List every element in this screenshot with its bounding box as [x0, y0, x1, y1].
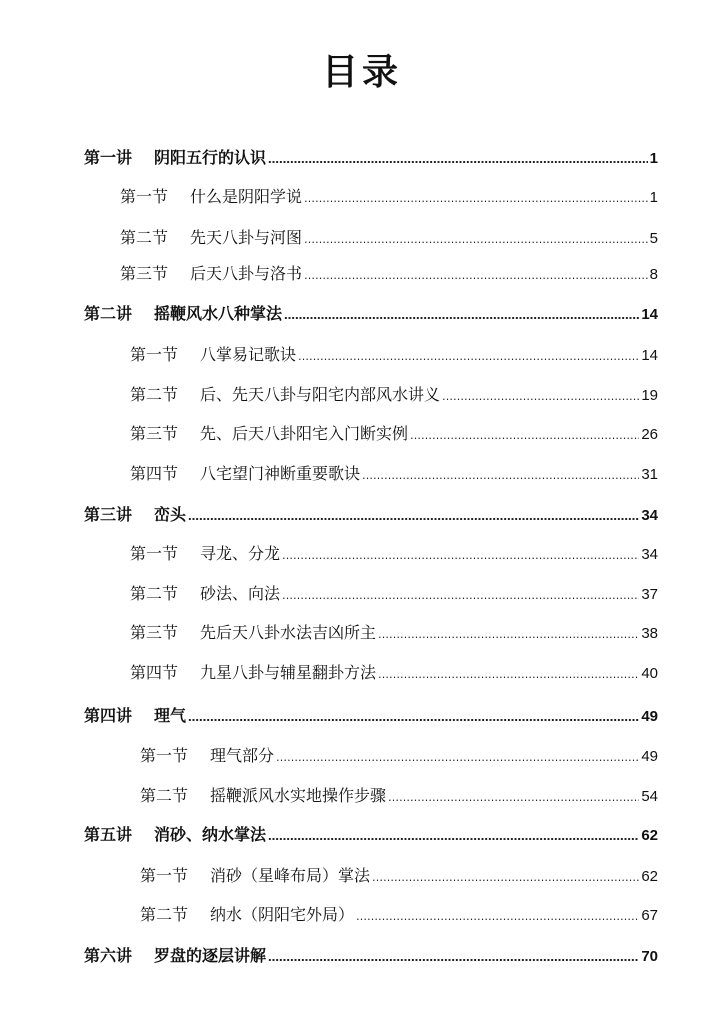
entry-page-number: 62 [641, 868, 658, 885]
entry-page-number: 49 [641, 708, 658, 725]
dot-leader [442, 385, 639, 409]
dot-leader [304, 187, 648, 211]
entry-page-number: 70 [641, 948, 658, 965]
entry-page-number: 31 [641, 466, 658, 483]
entry-label: 第一节 [130, 544, 179, 563]
dot-leader [276, 746, 639, 770]
toc-section-entry [130, 343, 658, 367]
entry-label: 第一节 [140, 746, 189, 765]
toc-lecture-entry [84, 146, 658, 170]
entry-label: 第三讲 [84, 505, 133, 524]
entry-page-number: 62 [641, 827, 658, 844]
entry-page-number: 54 [641, 788, 658, 805]
dot-leader [268, 148, 648, 172]
entry-title: 阴阳五行的认识 [154, 148, 267, 167]
entry-title: 八掌易记歌诀 [200, 345, 297, 364]
toc-lecture-entry [84, 823, 658, 847]
entry-title: 消砂（星峰布局）掌法 [210, 866, 371, 885]
entry-title: 后、先天八卦与阳宅内部风水讲义 [200, 385, 441, 404]
toc-lecture-entry [84, 302, 658, 326]
entry-page-number: 49 [641, 748, 658, 765]
toc-section-entry [140, 864, 658, 888]
entry-label: 第一节 [130, 345, 179, 364]
dot-leader [362, 464, 639, 488]
toc-lecture-entry [84, 704, 658, 728]
toc-section-entry [140, 744, 658, 768]
dot-leader [268, 946, 639, 970]
toc-section-entry [140, 784, 658, 808]
entry-label: 第六讲 [84, 946, 133, 965]
entry-page-number: 5 [649, 230, 658, 247]
entry-title: 寻龙、分龙 [200, 544, 281, 563]
entry-title: 后天八卦与洛书 [190, 264, 303, 283]
entry-label: 第四节 [130, 464, 179, 483]
entry-title: 先后天八卦水法吉凶所主 [200, 623, 377, 642]
entry-title: 理气部分 [210, 746, 275, 765]
entry-title: 八宅望门神断重要歌诀 [200, 464, 361, 483]
entry-page-number: 37 [641, 586, 658, 603]
toc-section-entry [130, 422, 658, 446]
entry-page-number: 34 [641, 507, 658, 524]
entry-page-number: 67 [641, 907, 658, 924]
toc-lecture-entry [84, 503, 658, 527]
toc-section-entry [130, 542, 658, 566]
entry-title: 九星八卦与辅星翻卦方法 [200, 663, 377, 682]
dot-leader [282, 584, 639, 608]
entry-title: 砂法、向法 [200, 584, 281, 603]
dot-leader [188, 706, 639, 730]
entry-label: 第一节 [120, 187, 169, 206]
entry-title: 消砂、纳水掌法 [154, 825, 267, 844]
entry-page-number: 40 [641, 665, 658, 682]
dot-leader [378, 623, 639, 647]
dot-leader [284, 304, 639, 328]
dot-leader [388, 786, 639, 810]
toc-section-entry [130, 661, 658, 685]
entry-label: 第三节 [130, 424, 179, 443]
toc-section-entry [120, 185, 658, 209]
entry-page-number: 14 [641, 347, 658, 364]
dot-leader [356, 905, 639, 929]
entry-title: 罗盘的逐层讲解 [154, 946, 267, 965]
entry-title: 摇鞭派风水实地操作步骤 [210, 786, 387, 805]
entry-label: 第二讲 [84, 304, 133, 323]
entry-label: 第一节 [140, 866, 189, 885]
dot-leader [372, 866, 639, 890]
entry-page-number: 14 [641, 306, 658, 323]
dot-leader [282, 544, 639, 568]
dot-leader [298, 345, 639, 369]
entry-page-number: 1 [649, 189, 658, 206]
entry-page-number: 38 [641, 625, 658, 642]
toc-section-entry [120, 262, 658, 286]
entry-label: 第三节 [120, 264, 169, 283]
entry-title: 先、后天八卦阳宅入门断实例 [200, 424, 409, 443]
dot-leader [304, 264, 648, 288]
dot-leader [268, 825, 639, 849]
entry-title: 峦头 [154, 505, 187, 524]
page-title: 目录 [321, 52, 402, 93]
toc-section-entry [120, 226, 658, 250]
entry-page-number: 19 [641, 387, 658, 404]
entry-title: 摇鞭风水八种掌法 [154, 304, 283, 323]
toc-lecture-entry [84, 944, 658, 968]
toc-section-entry [140, 903, 658, 927]
toc-section-entry [130, 621, 658, 645]
entry-label: 第四讲 [84, 706, 133, 725]
entry-label: 第四节 [130, 663, 179, 682]
entry-label: 第二节 [130, 584, 179, 603]
toc-section-entry [130, 582, 658, 606]
entry-page-number: 1 [649, 150, 658, 167]
entry-label: 第二节 [140, 905, 189, 924]
entry-label: 第一讲 [84, 148, 133, 167]
toc-section-entry [130, 462, 658, 486]
entry-label: 第二节 [140, 786, 189, 805]
entry-title: 纳水（阴阳宅外局） [210, 905, 355, 924]
entry-title: 先天八卦与河图 [190, 228, 303, 247]
dot-leader [378, 663, 639, 687]
entry-label: 第二节 [130, 385, 179, 404]
toc-section-entry [130, 383, 658, 407]
entry-label: 第二节 [120, 228, 169, 247]
entry-label: 第三节 [130, 623, 179, 642]
entry-page-number: 8 [649, 266, 658, 283]
entry-page-number: 34 [641, 546, 658, 563]
entry-title: 什么是阴阳学说 [190, 187, 303, 206]
entry-title: 理气 [154, 706, 187, 725]
dot-leader [410, 424, 639, 448]
dot-leader [188, 505, 639, 529]
entry-label: 第五讲 [84, 825, 133, 844]
entry-page-number: 26 [641, 426, 658, 443]
dot-leader [304, 228, 648, 252]
